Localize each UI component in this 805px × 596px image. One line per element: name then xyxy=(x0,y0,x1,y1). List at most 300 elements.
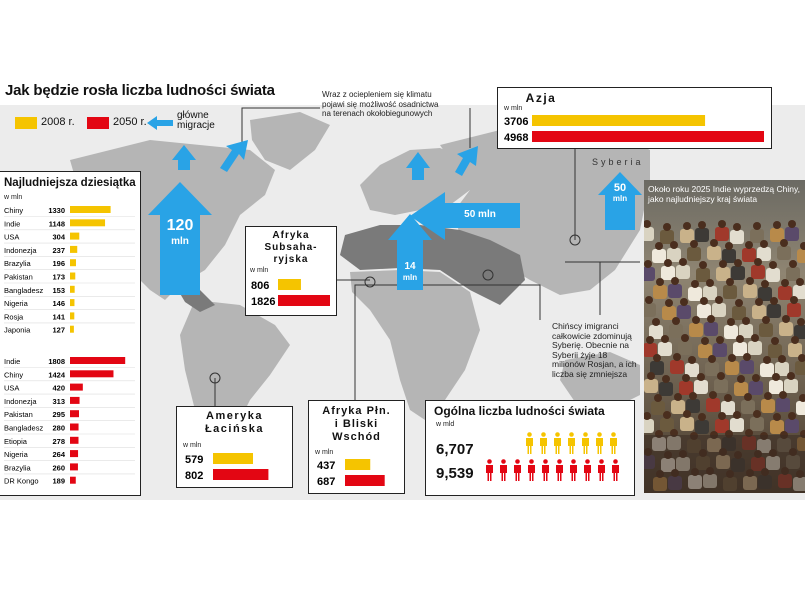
crowd-figure-head xyxy=(725,242,733,250)
crowd-figure-body xyxy=(658,342,672,356)
crowd-figure-head xyxy=(672,317,680,325)
person-icon xyxy=(543,459,548,464)
person-icon xyxy=(528,465,535,481)
person-icon xyxy=(599,459,604,464)
crowd-figure-head xyxy=(689,392,697,400)
crowd-figure-body xyxy=(715,227,729,241)
crowd-figure-body xyxy=(653,285,667,299)
crowd-figure-head xyxy=(735,299,743,307)
top10-2008-bar xyxy=(70,312,74,319)
crowd-figure-body xyxy=(671,400,685,414)
crowd-figure-body xyxy=(707,246,721,260)
top10-2050-label: DR Kongo xyxy=(4,476,39,486)
crowd-figure-body xyxy=(741,400,755,414)
crowd-figure-head xyxy=(663,411,671,419)
person-icon xyxy=(585,459,590,464)
top10-2050-bar xyxy=(70,477,76,484)
person-icon xyxy=(613,459,618,464)
crowd-figure-head xyxy=(736,335,744,343)
crowd-figure-body xyxy=(659,382,673,396)
top10-2050-value: 189 xyxy=(52,476,65,486)
crowd-figure-head xyxy=(727,318,735,326)
crowd-figure-head xyxy=(681,334,689,342)
latin-america-unit: w mln xyxy=(183,442,202,449)
crowd-figure-head xyxy=(690,240,698,248)
top10-2008-value: 173 xyxy=(52,272,65,282)
crowd-figure-head xyxy=(734,259,742,267)
person-icon xyxy=(527,432,532,437)
asia-value-2008: 3706 xyxy=(504,116,529,128)
crowd-figure-head xyxy=(646,336,654,344)
crowd-figure-head xyxy=(773,413,781,421)
crowd-figure-head xyxy=(661,335,669,343)
top10-2008-bar xyxy=(70,326,74,333)
crowd-figure-head xyxy=(788,412,796,420)
top10-2050-bar xyxy=(70,384,83,391)
crowd-figure-head xyxy=(797,318,805,326)
top10-2008-value: 141 xyxy=(52,312,65,322)
crowd-figure-body xyxy=(652,249,666,263)
top10-2050-value: 313 xyxy=(52,396,65,406)
crowd-figure-head xyxy=(769,261,777,269)
top10-2050-label: Indonezja xyxy=(4,396,37,406)
top10-2050-value: 280 xyxy=(52,423,65,433)
crowd-figure-head xyxy=(745,241,753,249)
crowd-figure-body xyxy=(778,286,792,300)
crowd-figure-body xyxy=(760,363,774,377)
top10-2008-label: Bangladesz xyxy=(4,285,44,295)
top10-2050-label: Brazylia xyxy=(4,463,31,473)
subsaharan-title-line-1: Afryka xyxy=(272,230,310,241)
crowd-figure-body xyxy=(705,362,719,376)
crowd-figure-body xyxy=(730,418,744,432)
crowd-figure-body xyxy=(694,380,708,394)
crowd-photo xyxy=(644,180,805,493)
crowd-figure-head xyxy=(763,356,771,364)
top10-2050-bar xyxy=(70,370,113,377)
crowd-figure-head xyxy=(673,353,681,361)
nafrica-title-line-1: Afryka Płn. xyxy=(322,405,391,417)
crowd-figure-body xyxy=(712,303,726,317)
top10-2008-label: Chiny xyxy=(4,206,24,215)
top10-2008-label: Pakistan xyxy=(4,272,33,282)
person-icon xyxy=(611,432,616,437)
crowd-figure-head xyxy=(671,277,679,285)
legend-label-migration: główne migracje xyxy=(177,110,215,131)
person-icon xyxy=(540,438,547,454)
top10-2050-label: USA xyxy=(4,383,20,393)
crowd-figure-head xyxy=(709,391,717,399)
crowd-figure-head xyxy=(717,372,725,380)
crowd-figure-head xyxy=(781,279,789,287)
crowd-figure-body xyxy=(670,360,684,374)
nafrica-value-2050: 687 xyxy=(317,476,336,488)
crowd-figure-body xyxy=(677,305,691,319)
crowd-figure-head xyxy=(680,298,688,306)
crowd-figure-head xyxy=(724,394,732,402)
top10-2050-value: 420 xyxy=(52,383,65,393)
top10-2050-value: 1424 xyxy=(48,370,65,380)
top10-2008-value: 237 xyxy=(52,245,65,255)
crowd-figure-body xyxy=(795,361,805,375)
latin-bar-2008 xyxy=(213,453,253,464)
world-total-unit: w mld xyxy=(436,421,455,428)
nafrica-title-line-3: Wschód xyxy=(332,431,381,443)
person-icon xyxy=(555,432,560,437)
crowd-figure-head xyxy=(752,374,760,382)
top10-2050-label: Nigeria xyxy=(4,450,28,460)
subsaharan-bar-2050 xyxy=(278,295,330,306)
crowd-figure-head xyxy=(716,336,724,344)
crowd-figure-head xyxy=(701,337,709,345)
crowd-figure-head xyxy=(710,239,718,247)
crowd-figure-body xyxy=(785,227,799,241)
nafrica-bar-2050 xyxy=(345,475,385,486)
crowd-figure-body xyxy=(730,230,744,244)
top10-2008-bar xyxy=(70,273,75,280)
crowd-figure-head xyxy=(779,391,787,399)
crowd-figure-head xyxy=(772,373,780,381)
crowd-figure-head xyxy=(647,372,655,380)
crowd-figure-body xyxy=(678,341,692,355)
latin-value-2008: 579 xyxy=(185,454,204,466)
siberia-label: Syberia xyxy=(592,157,644,167)
person-icon xyxy=(501,459,506,464)
top10-2008-label: Brazylia xyxy=(4,259,31,269)
crowd-figure-body xyxy=(723,285,737,299)
nafrica-bar-2008 xyxy=(345,459,370,470)
person-icon xyxy=(570,465,577,481)
crowd-figure-head xyxy=(733,223,741,231)
legend-swatch-2050 xyxy=(87,117,109,129)
crowd-figure-body xyxy=(668,284,682,298)
latin-title-line-1: Ameryka xyxy=(206,410,263,422)
crowd-figure-head xyxy=(771,337,779,345)
top10-2008-value: 1148 xyxy=(48,219,65,229)
arrow-siberia-value: 50 xyxy=(613,182,627,194)
crowd-figure-head xyxy=(656,278,664,286)
crowd-figure-head xyxy=(707,315,715,323)
top10-2050-label: Etiopia xyxy=(4,436,27,446)
crowd-figure-head xyxy=(674,393,682,401)
legend-label-2008: 2008 r. xyxy=(41,116,75,128)
crowd-figure-head xyxy=(644,260,652,268)
crowd-figure-head xyxy=(719,260,727,268)
crowd-figure-head xyxy=(655,242,663,250)
crowd-figure-body xyxy=(704,322,718,336)
person-icon xyxy=(500,465,507,481)
arrow-14-value: 14 xyxy=(404,261,416,272)
person-icon xyxy=(542,465,549,481)
crowd-figure-head xyxy=(708,355,716,363)
legend-swatch-2008 xyxy=(15,117,37,129)
subsaharan-value-2050: 1826 xyxy=(251,296,276,308)
legend-label-2050: 2050 r. xyxy=(113,116,147,128)
top10-2008-label: Rosja xyxy=(4,312,24,322)
person-icon xyxy=(569,432,574,437)
top10-2008-value: 127 xyxy=(52,325,65,335)
person-icon xyxy=(596,438,603,454)
top10-2050-value: 260 xyxy=(52,463,65,473)
crowd-figure-body xyxy=(776,398,790,412)
top10-2050-bar xyxy=(70,424,79,431)
crowd-figure-body xyxy=(689,323,703,337)
crowd-figure-head xyxy=(760,240,768,248)
crowd-figure-head xyxy=(699,261,707,269)
crowd-figure-head xyxy=(683,410,691,418)
crowd-foreground-shade xyxy=(644,435,805,493)
crowd-figure-body xyxy=(766,268,780,282)
crowd-figure-body xyxy=(644,267,655,281)
person-icon xyxy=(554,438,561,454)
crowd-figure-body xyxy=(687,247,701,261)
crowd-figure-head xyxy=(737,375,745,383)
top10-2008-label: Japonia xyxy=(4,325,31,335)
crowd-figure-head xyxy=(788,220,796,228)
crowd-figure-head xyxy=(753,410,761,418)
crowd-figure-body xyxy=(713,343,727,357)
crowd-figure-head xyxy=(683,222,691,230)
person-icon xyxy=(612,465,619,481)
crowd-figure-body xyxy=(644,227,654,241)
person-icon xyxy=(529,459,534,464)
crowd-figure-head xyxy=(796,278,804,286)
crowd-figure-body xyxy=(749,381,763,395)
person-icon xyxy=(571,459,576,464)
person-icon xyxy=(568,438,575,454)
legend-arrow-icon xyxy=(147,116,173,130)
world-total-pictogram xyxy=(426,401,634,495)
latin-value-2050: 802 xyxy=(185,470,204,482)
top10-2008-bar xyxy=(70,219,105,226)
top10-chart xyxy=(0,172,140,495)
crowd-figure-head xyxy=(698,221,706,229)
crowd-figure-head xyxy=(746,277,754,285)
arrow-14-unit: mln xyxy=(402,273,418,282)
arrow-50-europe-value: 50 mln xyxy=(464,209,496,220)
latin-bar-2050 xyxy=(213,469,268,480)
nafrica-title-line-2: i Bliski xyxy=(334,418,379,430)
asia-chart xyxy=(498,88,771,148)
top10-2050-bar xyxy=(70,450,78,457)
crowd-figure-head xyxy=(715,296,723,304)
crowd-figure-head xyxy=(789,260,797,268)
crowd-figure-body xyxy=(688,287,702,301)
crowd-figure-head xyxy=(652,318,660,326)
asia-title: Azja xyxy=(525,91,557,105)
person-icon xyxy=(515,459,520,464)
arrow-120-value: 120 xyxy=(166,217,194,234)
latin-title-line-2: Łacińska xyxy=(204,423,265,435)
crowd-figure-head xyxy=(782,315,790,323)
crowd-figure-body xyxy=(751,265,765,279)
crowd-figure-head xyxy=(761,280,769,288)
top10-2008-value: 146 xyxy=(52,299,65,309)
crowd-figure-head xyxy=(744,393,752,401)
crowd-figure-body xyxy=(644,303,656,317)
asia-unit: w mln xyxy=(504,105,523,112)
top10-2008-value: 304 xyxy=(52,232,65,242)
subsaharan-panel xyxy=(245,226,337,316)
crowd-figure-body xyxy=(750,417,764,431)
climate-note: Wraz z ociepleniem się klimatu pojawi się możliwość osadnictwa na terenach okołobiegunowych xyxy=(322,90,439,118)
crowd-figure-body xyxy=(767,304,781,318)
crowd-figure-head xyxy=(706,279,714,287)
crowd-figure-body xyxy=(706,398,720,412)
top10-2050-bar xyxy=(70,397,80,404)
top10-unit: w mln xyxy=(4,194,23,201)
subsaharan-bar-2008 xyxy=(278,279,301,290)
crowd-figure-body xyxy=(740,360,754,374)
crowd-figure-body xyxy=(731,266,745,280)
crowd-figure-body xyxy=(695,228,709,242)
person-icon xyxy=(584,465,591,481)
top10-2050-bar xyxy=(70,437,78,444)
crowd-figure-body xyxy=(777,246,791,260)
person-icon xyxy=(557,459,562,464)
top10-2050-value: 278 xyxy=(52,436,65,446)
crowd-figure-body xyxy=(784,379,798,393)
china-note: Chińscy imigranci całkowicie zdominują Syberię. Obecnie na Syberii żyje 18 milionów Rosjan, a ich liczba się zmniejsza xyxy=(552,321,637,379)
crowd-figure-body xyxy=(676,265,690,279)
arrow-siberia-unit: mln xyxy=(612,194,628,203)
top10-2008-label: Nigeria xyxy=(4,299,28,309)
crowd-figure-head xyxy=(718,412,726,420)
north-africa-unit: w mln xyxy=(315,449,334,456)
crowd-figure-head xyxy=(679,258,687,266)
latin-america-panel xyxy=(176,406,293,488)
person-icon xyxy=(610,438,617,454)
crowd-figure-head xyxy=(770,297,778,305)
crowd-figure-body xyxy=(779,322,793,336)
crowd-figure-head xyxy=(697,373,705,381)
crowd-figure-head xyxy=(700,297,708,305)
top10-2050-bar xyxy=(70,410,79,417)
person-icon xyxy=(526,438,533,454)
crowd-figure-head xyxy=(665,299,673,307)
top10-2008-value: 153 xyxy=(52,285,65,295)
crowd-figure-head xyxy=(753,222,761,230)
crowd-figure-head xyxy=(691,280,699,288)
crowd-figure-body xyxy=(761,399,775,413)
top10-title: Najludniejsza dziesiątka xyxy=(4,177,136,189)
crowd-figure-body xyxy=(680,417,694,431)
asia-bar-2050 xyxy=(532,131,764,142)
crowd-figure-head xyxy=(692,316,700,324)
person-icon xyxy=(597,432,602,437)
top10-2050-label: Chiny xyxy=(4,370,24,380)
crowd-figure-head xyxy=(662,375,670,383)
north-africa-panel xyxy=(308,400,405,494)
crowd-figure-head xyxy=(733,411,741,419)
crowd-figure-body xyxy=(743,284,757,298)
crowd-figure-head xyxy=(773,221,781,229)
crowd-figure-body xyxy=(714,379,728,393)
page-title: Jak będzie rosła liczba ludności świata xyxy=(5,82,275,99)
crowd-figure-head xyxy=(780,239,788,247)
crowd-figure-head xyxy=(688,356,696,364)
crowd-figure-body xyxy=(669,324,683,338)
top10-2050-value: 295 xyxy=(52,410,65,420)
crowd-figure-body xyxy=(797,249,805,263)
crowd-figure-head xyxy=(718,220,726,228)
crowd-figure-head xyxy=(654,394,662,402)
person-icon xyxy=(514,465,521,481)
crowd-figure-head xyxy=(791,336,799,344)
crowd-figure-head xyxy=(764,392,772,400)
crowd-figure-body xyxy=(695,420,709,434)
asia-value-2050: 4968 xyxy=(504,132,529,144)
top10-2008-label: Indonezja xyxy=(4,245,37,255)
top10-2008-bar xyxy=(70,246,77,253)
asia-bar-2008 xyxy=(532,115,705,126)
person-icon xyxy=(487,459,492,464)
person-icon xyxy=(556,465,563,481)
world-total-title: Ogólna liczba ludności świata xyxy=(434,404,605,418)
crowd-figure-head xyxy=(664,259,672,267)
crowd-figure-body xyxy=(748,341,762,355)
top10-2008-label: USA xyxy=(4,232,20,242)
person-icon xyxy=(486,465,493,481)
subsaharan-title-line-3: ryjska xyxy=(273,254,309,265)
top10-2050-bar xyxy=(70,463,78,470)
subsaharan-chart xyxy=(246,227,336,315)
arrow-120-unit: mln xyxy=(171,236,189,247)
crowd-figure-body xyxy=(759,323,773,337)
top10-2050-value: 264 xyxy=(52,450,65,460)
top10-2008-bar xyxy=(70,259,76,266)
world-total-2050: 9,539 xyxy=(436,465,474,482)
crowd-figure-head xyxy=(751,334,759,342)
top10-2008-bar xyxy=(70,233,79,240)
photo-caption: Około roku 2025 Indie wyprzedzą Chiny, jako najludniejszy kraj świata xyxy=(648,184,800,204)
crowd-figure-head xyxy=(653,354,661,362)
crowd-figure-head xyxy=(742,317,750,325)
top10-2050-value: 1808 xyxy=(48,357,65,366)
nafrica-value-2008: 437 xyxy=(317,460,336,472)
legend xyxy=(5,111,245,141)
crowd-figure-body xyxy=(644,419,654,433)
crowd-figure-head xyxy=(728,354,736,362)
person-icon xyxy=(598,465,605,481)
crowd-figure-body xyxy=(724,325,738,339)
latin-america-chart xyxy=(177,407,292,487)
top10-2050-label: Bangladesz xyxy=(4,423,44,433)
crowd-figure-head xyxy=(790,296,798,304)
top10-2008-value: 1330 xyxy=(48,206,65,215)
crowd-figure-body xyxy=(787,303,801,317)
top10-2050-label: Pakistan xyxy=(4,410,33,420)
crowd-figure-head xyxy=(762,316,770,324)
person-icon xyxy=(583,432,588,437)
crowd-figure-head xyxy=(663,223,671,231)
subsaharan-value-2008: 806 xyxy=(251,280,270,292)
top10-2008-bar xyxy=(70,286,75,293)
top10-2050-label: Indie xyxy=(4,357,21,366)
crowd-figure-head xyxy=(698,413,706,421)
crowd-figure-head xyxy=(787,372,795,380)
subsaharan-unit: w mln xyxy=(250,267,269,274)
crowd-photo-image xyxy=(644,180,805,493)
person-icon xyxy=(582,438,589,454)
world-total-2008: 6,707 xyxy=(436,441,474,458)
asia-panel xyxy=(497,87,772,149)
top10-2008-value: 196 xyxy=(52,259,65,269)
person-icon xyxy=(541,432,546,437)
crowd-figure-head xyxy=(670,241,678,249)
crowd-figure-body xyxy=(785,419,799,433)
top10-2008-bar xyxy=(70,299,74,306)
